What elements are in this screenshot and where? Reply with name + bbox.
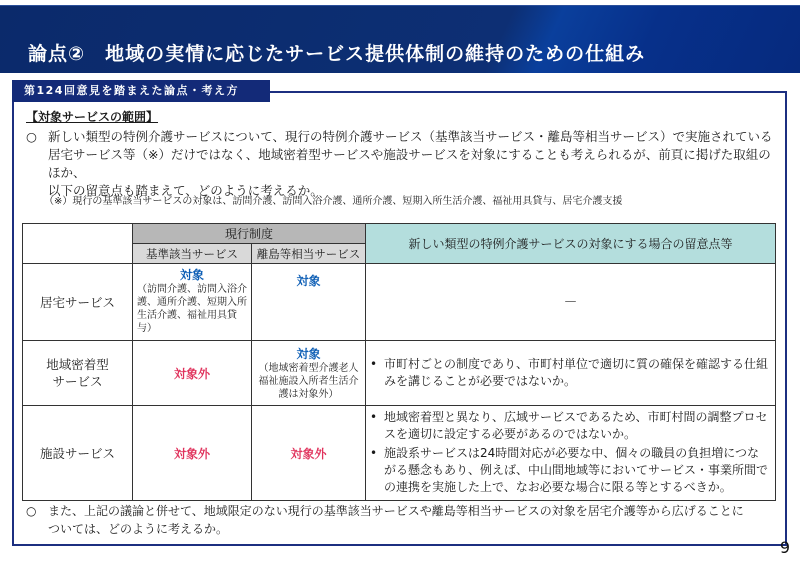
status-not-target: 対象外 [290, 446, 327, 461]
paragraph-1-line-2: 居宅サービス等（※）だけではなく、地域密着型サービスや施設サービスを対象にすることも考えられるが、前頁に掲げた取組のほか、 [48, 147, 771, 180]
paragraph-1-line-3: 以下の留意点も踏まえて、どのように考えるか。 [48, 183, 323, 198]
table-row [23, 341, 776, 406]
corner-cell [23, 224, 133, 264]
section-tag: 第124回意見を踏まえた論点・考え方 [12, 80, 270, 102]
row-label-line-2: サービス [52, 374, 103, 389]
table-row [23, 406, 776, 501]
status-target: 対象 [296, 274, 321, 288]
header-notes: 新しい類型の特例介護サービスの対象にする場合の留意点等 [366, 224, 776, 264]
row-label: 施設サービス [23, 406, 133, 501]
page-number: 9 [779, 538, 790, 557]
title-bar [0, 5, 800, 73]
ritou-cell [252, 406, 366, 501]
status-detail: （訪問介護、訪問入浴介護、通所介護、短期入所生活介護、福祉用具貸与） [137, 284, 247, 334]
ritou-cell [252, 264, 366, 341]
notes-cell: － [366, 264, 776, 341]
kijun-cell [133, 341, 252, 406]
section-heading: 【対象サービスの範囲】 [26, 110, 159, 124]
note-bullet: • 市町村ごとの制度であり、市町村単位で適切に質の確保を確認する仕組みを講じることが必要ではないか。 [370, 356, 769, 390]
notes-cell [366, 406, 776, 501]
page-title: 論点② 地域の実情に応じたサービス提供体制の維持のための仕組み [28, 43, 646, 65]
row-label-line-1: 地域密着型 [46, 357, 109, 372]
status-target: 対象 [179, 268, 204, 282]
service-scope-table [22, 223, 776, 501]
paragraph-1-line-1: 新しい類型の特例介護サービスについて、現行の特例介護サービス（基準該当サービス・離島等相当サービス）で実施されている [48, 129, 773, 144]
header-kijun: 基準該当サービス [133, 244, 252, 264]
row-label [23, 341, 133, 406]
header-current-system: 現行制度 [133, 224, 366, 244]
paragraph-2 [26, 502, 776, 538]
status-target: 対象 [296, 347, 321, 361]
header-ritou: 離島等相当サービス [252, 244, 366, 264]
kijun-cell [133, 406, 252, 501]
paragraph-2-line-2: ついては、どのように考えるか。 [48, 522, 229, 536]
note-bullet: • 地域密着型と異なり、広域サービスであるため、市町村間の調整プロセスを適切に設定する必要があるのではないか。 [370, 409, 769, 443]
kijun-cell [133, 264, 252, 341]
paragraph-2-line-1: また、上記の議論と併せて、地域限定のない現行の基準該当サービスや離島等相当サービスの対象を居宅介護等から広げることに [48, 504, 744, 518]
circle-marker: ○ [26, 504, 37, 518]
circle-marker: ○ [26, 129, 37, 144]
footnote: （※）現行の基準該当サービスの対象は、訪問介護、訪問入浴介護、通所介護、短期入所生活介護、福祉用具貸与、居宅介護支援 [44, 196, 623, 207]
row-label: 居宅サービス [23, 264, 133, 341]
status-not-target: 対象外 [173, 366, 210, 381]
status-detail: （地域密着型介護老人福祉施設入所者生活介護は対象外） [258, 363, 359, 400]
notes-cell [366, 341, 776, 406]
table-row [23, 264, 776, 341]
note-bullet: • 施設系サービスは24時間対応が必要な中、個々の職員の負担増につながる懸念もあり、例えば、中山間地域等においてサービス・事業所間での連携を実施した上で、なお必要な場合に限る等とするべきか。 [370, 445, 769, 496]
status-not-target: 対象外 [173, 446, 210, 461]
ritou-cell [252, 341, 366, 406]
paragraph-1 [26, 128, 776, 200]
